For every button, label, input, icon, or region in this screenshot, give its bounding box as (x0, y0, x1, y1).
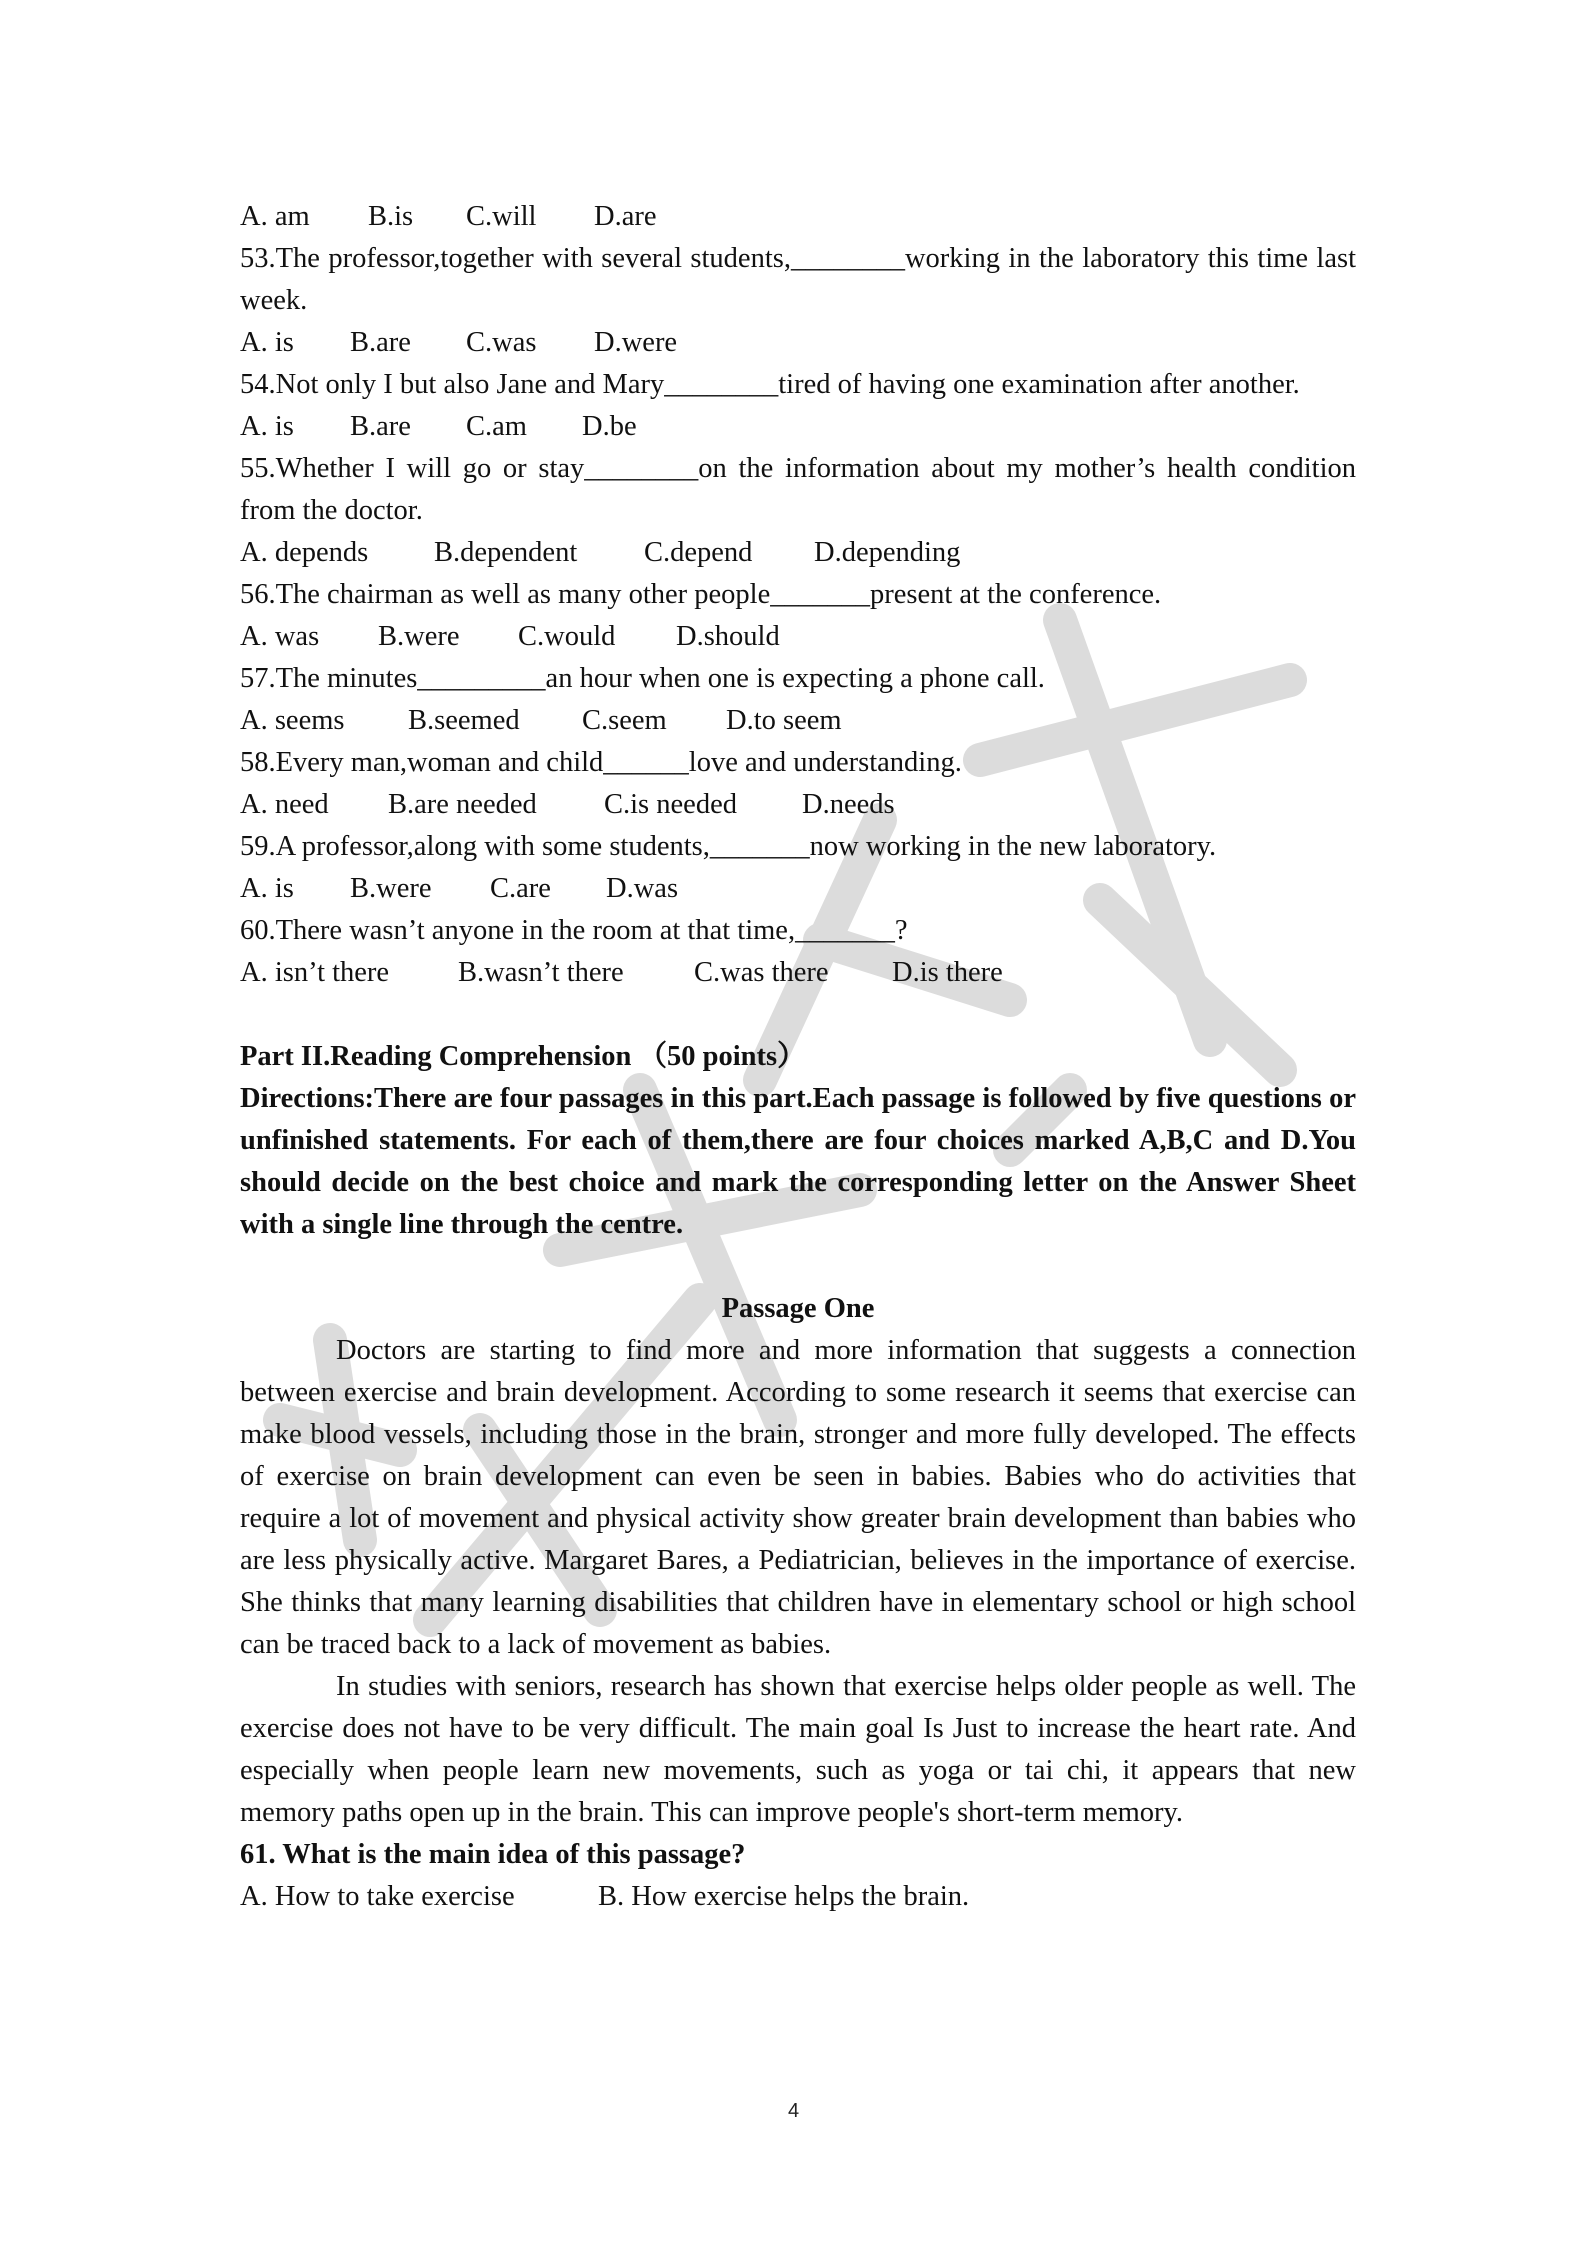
document-body (240, 196, 1356, 1918)
option-b: B.is (368, 201, 414, 232)
option-d: D.were (594, 327, 678, 358)
option-a: A. is (240, 873, 294, 904)
option-b: B. How exercise helps the brain. (598, 1881, 970, 1912)
q59-options (240, 868, 1356, 910)
question-55: 55.Whether I will go or stay________on the information about my mother’s health condition from the doctor. (240, 453, 1356, 526)
option-b: B.wasn’t there (458, 957, 624, 988)
option-d: D.depending (814, 537, 961, 568)
option-b: B.seemed (408, 705, 520, 736)
passage-paragraph-1: Doctors are starting to find more and more information that suggests a connection between exercise and brain development. According to some research it seems that exercise can make blood vessels, including those in the brain, stronger and more fully developed. The effects of exercise on brain development can even be seen in babies. Babies who do activities that require a lot of movement and physical activity show greater brain development than babies who are less physically active. Margaret Bares, a Pediatrician, believes in the importance of exercise. She thinks that many learning disabilities that children have in elementary school or high school can be traced back to a lack of movement as babies. (240, 1335, 1356, 1660)
page-number: 4 (787, 2100, 800, 2122)
q61-options (240, 1876, 1356, 1918)
q60-options (240, 952, 1356, 994)
option-b: B.are (350, 411, 411, 442)
option-a: A. is (240, 411, 294, 442)
option-c: C.would (518, 621, 616, 652)
q53-options (240, 322, 1356, 364)
q57-options (240, 700, 1356, 742)
option-d: D.be (582, 411, 637, 442)
question-59: 59.A professor,along with some students,_______now working in the new laboratory. (240, 831, 1217, 862)
option-c: C.will (466, 201, 537, 232)
option-d: D.needs (802, 789, 895, 820)
option-b: B.were (378, 621, 460, 652)
option-b: B.were (350, 873, 432, 904)
option-a: A. am (240, 201, 310, 232)
option-d: D.to seem (726, 705, 842, 736)
option-b: B.dependent (434, 537, 578, 568)
option-c: C.was there (694, 957, 829, 988)
part2-directions: Directions:There are four passages in this part.Each passage is followed by five questions or unfinished statements. For each of them,there are four choices marked A,B,C and D.You should decide on the best choice and mark the corresponding letter on the Answer Sheet with a single line through the centre. (240, 1083, 1356, 1240)
question-61: 61. What is the main idea of this passage? (240, 1839, 746, 1870)
q58-options (240, 784, 1356, 826)
passage-title: Passage One (721, 1293, 875, 1324)
option-b: B.are needed (388, 789, 537, 820)
option-a: A. was (240, 621, 320, 652)
option-a: A. How to take exercise (240, 1881, 515, 1912)
option-a: A. is (240, 327, 294, 358)
option-a: A. seems (240, 705, 345, 736)
option-c: C.seem (582, 705, 667, 736)
option-c: C.is needed (604, 789, 737, 820)
q55-options (240, 532, 1356, 574)
option-c: C.was (466, 327, 537, 358)
option-d: D.is there (892, 957, 1003, 988)
spacer (240, 1246, 1356, 1288)
option-a: A. need (240, 789, 329, 820)
question-54: 54.Not only I but also Jane and Mary________tired of having one examination after another. (240, 369, 1300, 400)
question-57: 57.The minutes_________an hour when one is expecting a phone call. (240, 663, 1045, 694)
question-58: 58.Every man,woman and child______love and understanding. (240, 747, 962, 778)
question-56: 56.The chairman as well as many other people_______present at the conference. (240, 579, 1162, 610)
passage-paragraph-2: In studies with seniors, research has shown that exercise helps older people as well. The exercise does not have to be very difficult. The main goal Is Just to increase the heart rate. And especially when people learn new movements, such as yoga or tai chi, it appears that new memory paths open up in the brain. This can improve people's short-term memory. (240, 1671, 1356, 1828)
q52-options (240, 196, 1356, 238)
option-a: A. depends (240, 537, 369, 568)
option-d: D.was (606, 873, 679, 904)
option-a: A. isn’t there (240, 957, 390, 988)
part2-title: Part II.Reading Comprehension （50 points） (240, 1041, 806, 1072)
option-c: C.are (490, 873, 551, 904)
option-d: D.should (676, 621, 780, 652)
option-d: D.are (594, 201, 657, 232)
q54-options (240, 406, 1356, 448)
option-b: B.are (350, 327, 411, 358)
question-60: 60.There wasn’t anyone in the room at that time,_______? (240, 915, 908, 946)
q56-options (240, 616, 1356, 658)
option-c: C.depend (644, 537, 753, 568)
option-c: C.am (466, 411, 527, 442)
spacer (240, 994, 1356, 1036)
question-53: 53.The professor,together with several students,________working in the laboratory this time last week. (240, 243, 1356, 316)
